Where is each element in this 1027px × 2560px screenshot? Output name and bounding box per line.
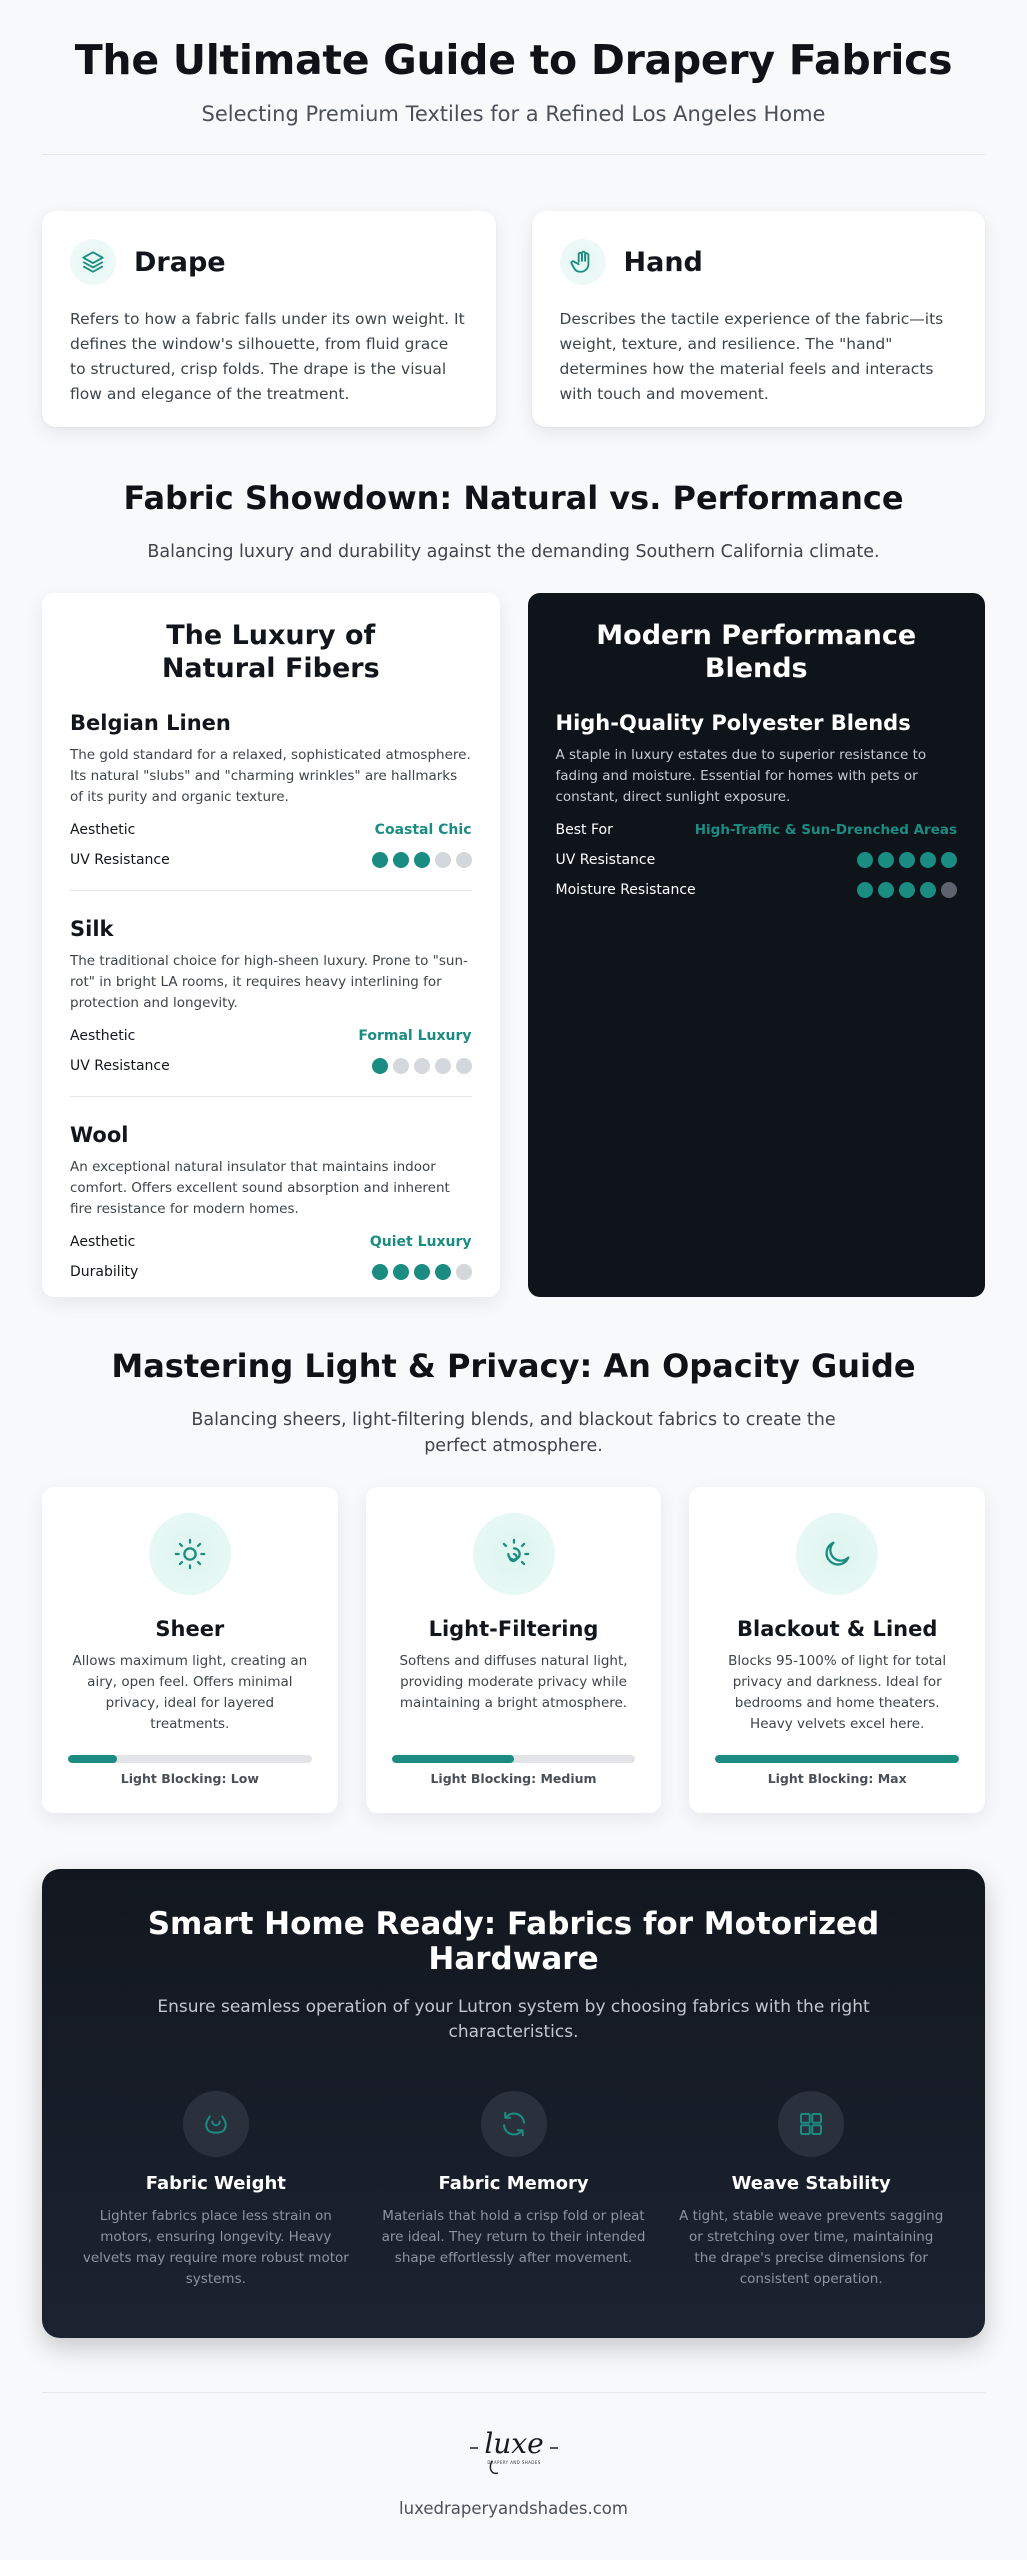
divider bbox=[42, 154, 985, 155]
rating-dot-filled bbox=[878, 852, 894, 868]
fabric-wool bbox=[70, 1096, 472, 1280]
light-blocking-label: Light Blocking: Medium bbox=[430, 1771, 597, 1786]
brand-logo[interactable] bbox=[464, 2417, 564, 2485]
rating-dots bbox=[857, 882, 957, 898]
light-blocking-fill bbox=[715, 1755, 959, 1763]
definition-title: Drape bbox=[134, 246, 226, 278]
rating-dot-filled bbox=[899, 882, 915, 898]
opacity-subtitle: Balancing sheers, light-filtering blends, and blackout fabrics to create the perfect atmosphere. bbox=[191, 1410, 836, 1456]
opacity-card-text: Softens and diffuses natural light, providing moderate privacy while maintaining a bright atmosphere. bbox=[399, 1653, 628, 1711]
refresh-icon bbox=[481, 2091, 547, 2157]
rating-row bbox=[70, 852, 472, 868]
feature-title: Fabric Weight bbox=[145, 2173, 286, 2194]
light-blocking-bar bbox=[68, 1755, 312, 1763]
logo-tagline: DRAPERY AND SHADES bbox=[486, 2460, 541, 2465]
rating-label: Moisture Resistance bbox=[555, 882, 696, 898]
hand-icon bbox=[560, 239, 606, 285]
fabric-silk bbox=[70, 890, 472, 1074]
definitions-section bbox=[42, 211, 985, 427]
attribute-row bbox=[556, 822, 958, 838]
light-blocking-fill bbox=[68, 1755, 117, 1763]
rating-dot-filled bbox=[372, 1058, 388, 1074]
fabric-name: Silk bbox=[70, 917, 114, 941]
rating-label: UV Resistance bbox=[555, 852, 656, 868]
rating-dot-filled bbox=[920, 882, 936, 898]
rating-dot-filled bbox=[372, 852, 388, 868]
feature-text: Materials that hold a crisp fold or pleat are ideal. They return to their intended shape effortlessly after movement. bbox=[381, 2208, 646, 2266]
light-blocking-label: Light Blocking: Max bbox=[767, 1771, 907, 1786]
rating-dot-empty bbox=[456, 1058, 472, 1074]
rating-dot-filled bbox=[941, 852, 957, 868]
rating-row bbox=[556, 882, 958, 898]
website-link[interactable]: luxedraperyandshades.com bbox=[399, 2499, 628, 2518]
rating-dot-filled bbox=[414, 1264, 430, 1280]
smart-home-title: Smart Home Ready: Fabrics for Motorized Hardware bbox=[147, 1906, 880, 1977]
rating-dot-filled bbox=[372, 1264, 388, 1280]
weight-icon bbox=[183, 2091, 249, 2157]
opacity-card-title: Blackout & Lined bbox=[736, 1617, 938, 1641]
rating-dot-empty bbox=[435, 852, 451, 868]
opacity-card-blackout bbox=[689, 1487, 985, 1813]
light-blocking-bar bbox=[715, 1755, 959, 1763]
opacity-card-title: Light-Filtering bbox=[428, 1617, 599, 1641]
opacity-card-sheer bbox=[42, 1487, 338, 1813]
smart-features bbox=[82, 2091, 945, 2290]
light-blocking-label: Light Blocking: Low bbox=[120, 1771, 259, 1786]
feature-title: Weave Stability bbox=[731, 2173, 891, 2194]
attribute-label: Best For bbox=[555, 822, 613, 838]
rating-dot-filled bbox=[920, 852, 936, 868]
attribute-label: Aesthetic bbox=[70, 1234, 136, 1250]
showdown-subtitle: Balancing luxury and durability against the demanding Southern California climate. bbox=[147, 542, 880, 562]
definition-title: Hand bbox=[623, 246, 703, 278]
rating-dots bbox=[372, 1264, 472, 1280]
page-title: The Ultimate Guide to Drapery Fabrics bbox=[74, 36, 953, 84]
rating-dot-empty bbox=[456, 852, 472, 868]
panel-title: The Luxury of Natural Fibers bbox=[161, 620, 380, 684]
rating-dot-empty bbox=[941, 882, 957, 898]
attribute-label: Aesthetic bbox=[70, 822, 136, 838]
attribute-row bbox=[70, 1028, 472, 1044]
feature-text: Lighter fabrics place less strain on motors, ensuring longevity. Heavy velvets may require more robust motor systems. bbox=[82, 2208, 349, 2287]
opacity-section bbox=[42, 1487, 985, 1813]
smart-home-subtitle: Ensure seamless operation of your Lutron system by choosing fabrics with the right characteristics. bbox=[157, 1997, 870, 2042]
hero bbox=[42, 0, 985, 126]
fabric-name: Wool bbox=[70, 1123, 129, 1147]
natural-fibers-panel bbox=[42, 593, 500, 1297]
feature-title: Fabric Memory bbox=[438, 2173, 589, 2194]
definition-text: Describes the tactile experience of the fabric—its weight, texture, and resilience. The "hand" determines how the material feels and interacts with touch and movement. bbox=[559, 310, 944, 403]
layers-icon bbox=[70, 239, 116, 285]
attribute-value: Formal Luxury bbox=[358, 1028, 472, 1044]
showdown-section bbox=[42, 593, 985, 1297]
fabric-description: An exceptional natural insulator that maintains indoor comfort. Offers excellent sound absorption and inherent fire resistance for modern homes. bbox=[70, 1159, 450, 1217]
rating-row bbox=[70, 1264, 472, 1280]
opacity-card-text: Allows maximum light, creating an airy, open feel. Offers minimal privacy, ideal for layered treatments. bbox=[72, 1653, 308, 1732]
rating-dots bbox=[857, 852, 957, 868]
rating-dot-filled bbox=[899, 852, 915, 868]
logo-wordmark: luxe bbox=[483, 2427, 544, 2460]
rating-dot-filled bbox=[857, 882, 873, 898]
feature-weave-stability bbox=[677, 2091, 945, 2290]
smart-home-section bbox=[42, 1869, 985, 2338]
opacity-card-text: Blocks 95-100% of light for total privacy and darkness. Ideal for bedrooms and home theaters. Heavy velvets excel here. bbox=[728, 1653, 947, 1732]
fabric-belgian-linen bbox=[70, 685, 472, 868]
rating-dot-empty bbox=[414, 1058, 430, 1074]
fabric-description: A staple in luxury estates due to superior resistance to fading and moisture. Essential for homes with pets or constant, direct sunlight exposure. bbox=[555, 747, 927, 805]
grid-icon bbox=[778, 2091, 844, 2157]
fabric-description: The traditional choice for high-sheen luxury. Prone to "sun-rot" in bright LA rooms, it requires heavy interlining for protection and longevity. bbox=[70, 953, 468, 1011]
rating-label: Durability bbox=[70, 1264, 139, 1280]
opacity-title: Mastering Light & Privacy: An Opacity Guide bbox=[111, 1347, 916, 1385]
attribute-value: Quiet Luxury bbox=[369, 1234, 472, 1250]
opacity-card-light-filtering bbox=[366, 1487, 662, 1813]
opacity-card-title: Sheer bbox=[155, 1617, 225, 1641]
definition-card-hand bbox=[532, 211, 986, 427]
footer bbox=[42, 2393, 985, 2518]
light-blocking-bar bbox=[392, 1755, 636, 1763]
light-blocking-fill bbox=[392, 1755, 514, 1763]
rating-dots bbox=[372, 1058, 472, 1074]
rating-dot-filled bbox=[435, 1264, 451, 1280]
rating-dot-empty bbox=[393, 1058, 409, 1074]
rating-dot-filled bbox=[393, 1264, 409, 1280]
rating-dot-filled bbox=[393, 852, 409, 868]
rating-dot-filled bbox=[414, 852, 430, 868]
page-subtitle: Selecting Premium Textiles for a Refined Los Angeles Home bbox=[201, 102, 826, 126]
sun-icon bbox=[149, 1513, 231, 1595]
attribute-row bbox=[70, 1234, 472, 1250]
rating-dot-filled bbox=[857, 852, 873, 868]
definition-text: Refers to how a fabric falls under its own weight. It defines the window's silhouette, from fluid grace to structured, crisp folds. The drape is the visual flow and elegance of the treatment. bbox=[70, 310, 465, 403]
rating-dots bbox=[372, 852, 472, 868]
attribute-value: High-Traffic & Sun-Drenched Areas bbox=[694, 822, 957, 838]
rating-dot-empty bbox=[435, 1058, 451, 1074]
attribute-label: Aesthetic bbox=[70, 1028, 136, 1044]
rating-label: UV Resistance bbox=[70, 1058, 170, 1074]
definition-card-drape bbox=[42, 211, 496, 427]
panel-title: Modern Performance Blends bbox=[596, 620, 917, 684]
fabric-description: The gold standard for a relaxed, sophisticated atmosphere. Its natural "slubs" and "charming wrinkles" are hallmarks of its purity and organic texture. bbox=[70, 747, 471, 805]
fabric-polyester-blends bbox=[556, 685, 958, 898]
performance-blends-panel bbox=[528, 593, 986, 1297]
sun-dim-icon bbox=[473, 1513, 555, 1595]
rating-label: UV Resistance bbox=[70, 852, 170, 868]
moon-icon bbox=[796, 1513, 878, 1595]
feature-text: A tight, stable weave prevents sagging or stretching over time, maintaining the drape's precise dimensions for consistent operation. bbox=[679, 2208, 944, 2287]
rating-row bbox=[70, 1058, 472, 1074]
attribute-row bbox=[70, 822, 472, 838]
rating-dot-empty bbox=[456, 1264, 472, 1280]
rating-row bbox=[556, 852, 958, 868]
showdown-title: Fabric Showdown: Natural vs. Performance bbox=[123, 479, 904, 517]
attribute-value: Coastal Chic bbox=[374, 822, 472, 838]
rating-dot-filled bbox=[878, 882, 894, 898]
fabric-name: High-Quality Polyester Blends bbox=[555, 711, 911, 735]
feature-fabric-weight bbox=[82, 2091, 350, 2290]
fabric-name: Belgian Linen bbox=[70, 711, 231, 735]
feature-fabric-memory bbox=[380, 2091, 648, 2290]
